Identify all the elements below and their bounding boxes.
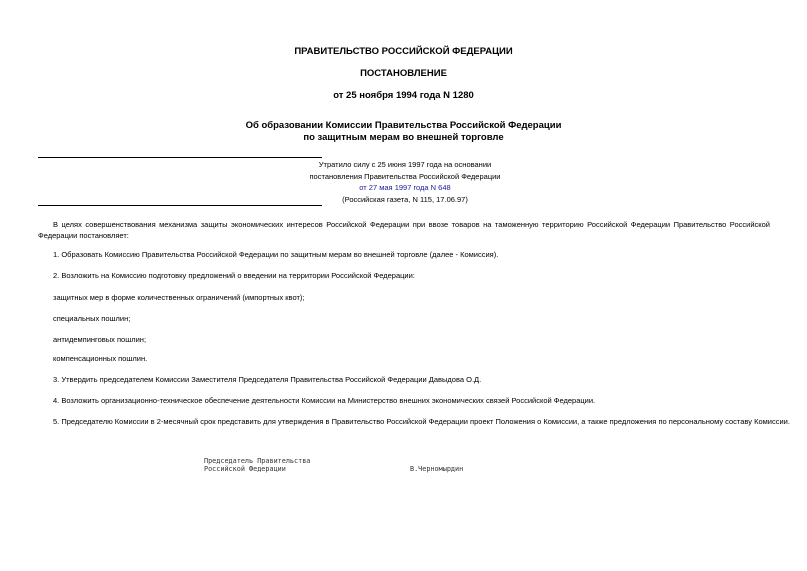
status-note: [300, 159, 510, 205]
item-3: 3. Утвердить председателем Комиссии Заместителя Председателя Правительства Российской Федерации Давыдова О.Д.: [53, 375, 482, 384]
document-title-line-2: по защитным мерам во внешней торговле: [303, 132, 504, 143]
document-title-line-1: Об образовании Комиссии Правительства Российской Федерации: [245, 120, 562, 131]
item-5: 5. Председателю Комиссии в 2-месячный срок представить для утверждения в Правительство Российской Федерации проект Положения о Комиссии, а также предложения по персональному составу Комиссии.: [53, 417, 790, 426]
signature-position-line-1: Председатель Правительства: [204, 457, 311, 465]
status-note-line-1: Утратило силу с 25 июня 1997 года на основании: [318, 160, 492, 169]
item-2-sub-3: антидемпинговых пошлин;: [53, 335, 147, 344]
divider-top: [38, 157, 322, 158]
status-note-line-2: постановления Правительства Российской Федерации: [309, 171, 501, 181]
item-2-sub-2: специальных пошлин;: [53, 314, 131, 323]
signature-position-line-2: Российской Федерации: [204, 465, 286, 473]
government-heading: ПРАВИТЕЛЬСТВО РОССИЙСКОЙ ФЕДЕРАЦИИ: [294, 46, 513, 57]
item-2-sub-1: защитных мер в форме количественных ограничений (импортных квот);: [53, 293, 305, 302]
preamble: В целях совершенствования механизма защиты экономических интересов Российской Федерации при ввозе товаров на таможенную территорию Российской Федерации Правительство Российской Федерации постановляет:: [38, 220, 770, 240]
item-2: 2. Возложить на Комиссию подготовку предложений о введении на территории Российской Федерации:: [53, 271, 415, 280]
item-1: 1. Образовать Комиссию Правительства Российской Федерации по защитным мерам во внешней торговле (далее - Комиссия).: [53, 250, 499, 259]
signature-name: В.Черномырдин: [410, 465, 464, 473]
document-type: ПОСТАНОВЛЕНИЕ: [360, 68, 447, 79]
status-note-link[interactable]: от 27 мая 1997 года N 648: [359, 183, 451, 192]
status-note-source: (Российская газета, N 115, 17.06.97): [342, 194, 468, 204]
item-4: 4. Возложить организационно-техническое обеспечение деятельности Комиссии на Министерство внешних экономических связей Российской Федерации.: [53, 396, 596, 405]
document-date-number: от 25 ноября 1994 года N 1280: [333, 90, 474, 101]
divider-bottom: [38, 205, 322, 206]
item-2-sub-4: компенсационных пошлин.: [53, 354, 148, 363]
